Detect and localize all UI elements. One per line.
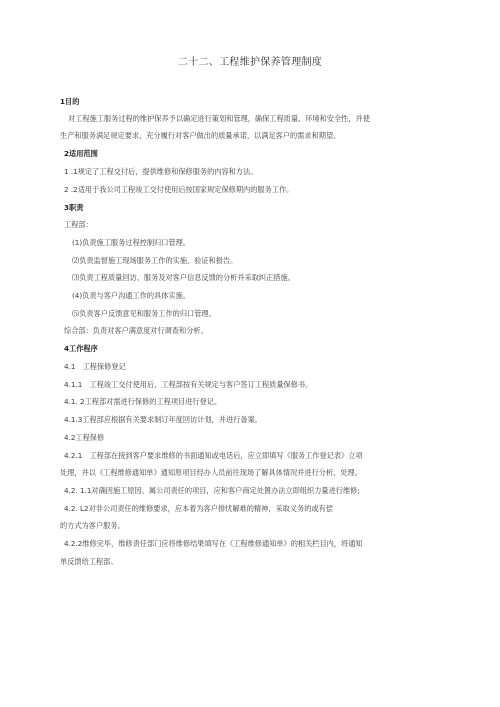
- section-4-1-2: 4.1. 2工程部对需进行保修的工程项目进行登记。: [64, 397, 222, 406]
- section-2-item-1: 1 .1规定了工程交付后，提供维修和保修服务的内容和方法。: [64, 167, 258, 176]
- section-2-heading: 2适用范围: [64, 149, 98, 158]
- section-3-duty-2: ⑵负责监督施工现场服务工作的实施、验证和报告。: [72, 256, 238, 265]
- section-3-duty-4: (4)负责与客户沟通工作的具体实施。: [72, 291, 190, 300]
- section-4-2-heading: 4.2工程保修: [64, 433, 105, 442]
- section-1-paragraph-line-1: 对工程施工服务过程的维护保养予以确定进行策划和管理，确保工程质量、环境和安全性，并使: [68, 114, 370, 123]
- section-4-2-1-line-2: 处理，并以《工程维修通知单》通知原项目经办人员前往现场了解具体情况并进行分析、处理。: [60, 468, 362, 477]
- document-title: 二十二、工程维护保养管理制度: [177, 57, 323, 68]
- section-2-item-2: 2 .2适用于我公司工程竣工交付使用后按国家规定保修期内的服务工作。: [64, 185, 294, 194]
- section-4-1-3: 4.1.3工程部应根据有关要求制订年度回访计划，并进行备案。: [64, 415, 262, 424]
- section-1-paragraph-line-2: 生产和服务满足规定要求，充分履行对客户做出的质量承诺，以满足客户的需求和期望。: [60, 131, 341, 140]
- section-4-1-1: 4.1.1 工程竣工交付使用后，工程部按有关规定与客户签订工程质量保修书。: [64, 380, 313, 389]
- section-3-duty-5: ⑸负责客户反馈意见和服务工作的归口管理。: [72, 309, 216, 318]
- section-4-2-1-2-line-1: 4.2. L2对非公司责任的维修要求，应本着为客户排忧解难的精神，采取义务的或有偿: [64, 504, 333, 513]
- section-4-2-2-line-1: 4.2.2维修完毕，维修责任部门应将维修结果填写在《工程维修通知单》的相关栏目内，将通知: [64, 539, 363, 548]
- section-4-1-heading: 4.1 工程保修登记: [64, 362, 126, 371]
- section-4-2-2-line-2: 单反馈给工程部。: [60, 557, 118, 566]
- section-3-duty-1: (1)负责施工服务过程控制归口管理。: [72, 238, 190, 247]
- section-3-heading: 3职责: [64, 203, 84, 212]
- section-1-heading: 1目的: [60, 97, 80, 106]
- section-3-duty-3: ⑶负责工程质量回访、服务及对客户信息反馈的分析并采取纠正措施。: [72, 273, 295, 282]
- section-3-engineering-dept: 工程部：: [64, 220, 93, 229]
- section-4-2-1-line-1: 4.2.1 工程部在接到客户要求维修的书面通知或电话后，应立即填写《服务工作登记表》立项: [64, 451, 363, 460]
- section-3-general-dept: 综合部：负责对客户满意度对行调查和分析。: [64, 326, 208, 335]
- section-4-2-1-1: 4.2. 1.1对确因施工原因、属公司责任的项目，应和客户商定处置办法立即组织力量进行维修;: [64, 486, 360, 495]
- section-4-2-1-2-line-2: 的方式为客户服务。: [60, 521, 125, 530]
- section-4-heading: 4工作程序: [64, 344, 98, 353]
